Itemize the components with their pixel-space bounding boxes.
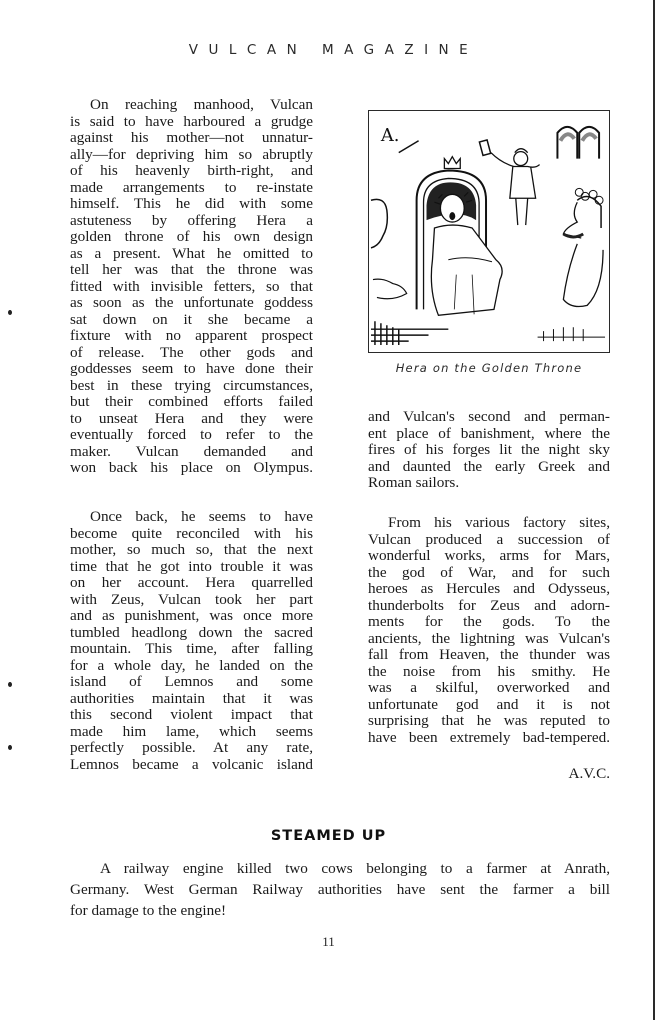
text-line: with Zeus, Vulcan took her part (70, 590, 313, 608)
text-line: Lemnos became a volcanic island (70, 755, 313, 773)
figure-caption: Hera on the Golden Throne (395, 361, 583, 375)
text-line: of release. The other gods and (70, 343, 313, 361)
article-left-column-paragraph-1 (70, 97, 313, 477)
text-line: ally—for depriving him so abruptly (70, 145, 313, 163)
text-line: eventually forced to refer to the (70, 426, 313, 443)
author-signature: A.V.C. (568, 765, 610, 782)
text-line: on her account. Hera quarrelled (70, 574, 313, 591)
text-line: the noise from his smithy. He (368, 662, 610, 680)
text-line: Roman sailors. (368, 474, 460, 491)
margin-speck (8, 310, 12, 315)
text-line: made him lame, which seems (70, 722, 313, 740)
margin-speck (8, 745, 12, 750)
text-line: surprising that he was reputed to (368, 712, 610, 729)
margin-speck (8, 682, 12, 687)
text-line: best in these trying circumstances, (70, 376, 313, 394)
text-line: A railway engine killed two cows belonging to a farmer at Anrath, (100, 860, 610, 877)
text-line: goddesses seem to have done their (70, 360, 313, 377)
text-line: against his mother—not unnatur- (70, 129, 313, 146)
text-line: tell her was that the throne was (70, 261, 313, 278)
text-line: is said to have harboured a grudge (70, 112, 313, 130)
text-line: ments for the gods. To the (368, 613, 610, 630)
text-line: mother, so much so, that the next (70, 541, 313, 558)
running-header: VULCAN MAGAZINE (188, 42, 479, 58)
page-edge-shadow (653, 0, 655, 1020)
text-line: the god of War, and for such (368, 563, 610, 581)
text-line: of his heavenly birth-right, and (70, 162, 313, 179)
text-line: fitted with invisible fetters, so that (70, 277, 313, 295)
text-line: mountain. This time, after falling (70, 640, 313, 657)
text-line: ancients, the lightning was Vulcan's (368, 629, 610, 647)
text-line: as soon as the unfortunate goddess (70, 294, 313, 311)
article-right-column-paragraph-3 (368, 409, 610, 492)
text-line: was a skilful, overworked and (368, 679, 610, 696)
text-line: fall from Heaven, the thunder was (368, 646, 610, 663)
text-line: maker. Vulcan demanded and (70, 442, 313, 460)
text-line: himself. This he did with some (70, 195, 313, 212)
text-line: Germany. West German Railway authorities have sent the farmer a bill (70, 881, 610, 898)
text-line: and as punishment, was once more (70, 607, 313, 624)
text-line: authorities maintain that it was (70, 689, 313, 707)
text-line: time that he got into trouble it was (70, 557, 313, 575)
text-line: have been extremely bad-tempered. (368, 728, 610, 746)
text-line: From his various factory sites, (388, 514, 610, 531)
cartoon-drawing-icon (369, 111, 609, 352)
text-line: tumbled headlong down the sacred (70, 623, 313, 641)
text-line: unfortunate god and it is not (368, 695, 610, 713)
artist-signature: A. (380, 124, 400, 146)
text-line: wonderful works, arms for Mars, (368, 547, 610, 564)
text-line: fixture with no apparent prospect (70, 327, 313, 344)
text-line: thunderbolts for Zeus and adorn- (368, 596, 610, 614)
page-number: 11 (322, 934, 335, 949)
illustration-hera-throne (368, 110, 610, 353)
text-line: made arrangements to re-instate (70, 178, 313, 196)
text-line: for damage to the engine! (70, 902, 227, 919)
text-line: astuteness by offering Hera a (70, 211, 313, 229)
text-line: Vulcan produced a succession of (368, 530, 610, 548)
text-line: this second violent impact that (70, 706, 313, 723)
text-line: sat down on it she became a (70, 310, 313, 328)
text-line: but their combined efforts failed (70, 393, 313, 410)
text-line: Once back, he seems to have (90, 508, 313, 525)
text-line: golden throne of his own design (70, 228, 313, 245)
text-line: for a whole day, he landed on the (70, 656, 313, 674)
text-line: and daunted the early Greek and (368, 457, 610, 475)
news-item-body (70, 858, 610, 921)
text-line: fires of his forges lit the night sky (368, 441, 610, 458)
text-line: become quite reconciled with his (70, 524, 313, 542)
text-line: island of Lemnos and some (70, 673, 313, 690)
text-line: to unseat Hera and they were (70, 409, 313, 427)
text-line: as a present. What he omitted to (70, 244, 313, 262)
text-line: ent place of banishment, where the (368, 424, 610, 442)
text-line: won back his place on Olympus. (70, 459, 313, 476)
article-right-column-paragraph-4 (368, 515, 610, 746)
news-item-title: STEAMED UP (270, 828, 387, 844)
text-line: On reaching manhood, Vulcan (90, 96, 313, 113)
article-left-column-paragraph-2 (70, 509, 313, 773)
text-line: perfectly possible. At any rate, (70, 739, 313, 756)
text-line: heroes as Hercules and Odysseus, (368, 580, 610, 597)
text-line: and Vulcan's second and perman- (368, 408, 610, 425)
